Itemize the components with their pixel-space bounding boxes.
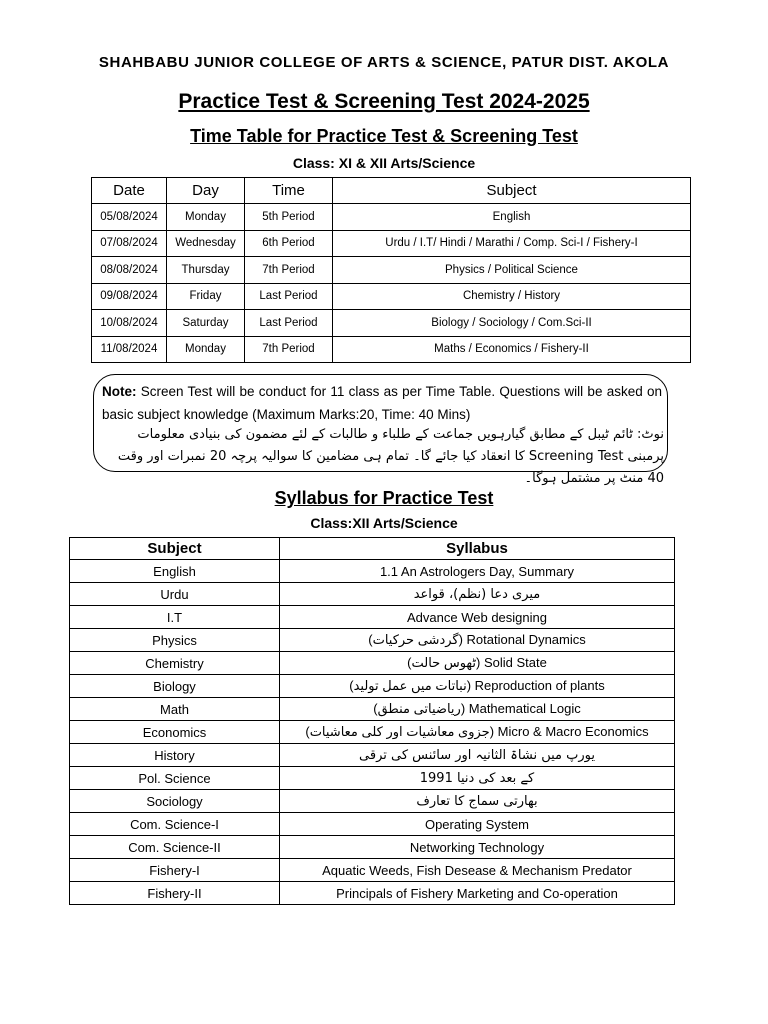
table-row bbox=[92, 336, 691, 363]
syllabus-title: Syllabus for Practice Test bbox=[274, 488, 494, 508]
syllabus-table bbox=[69, 537, 675, 905]
day-cell: Friday bbox=[167, 283, 245, 310]
day-cell: Wednesday bbox=[167, 230, 245, 257]
time-cell: 5th Period bbox=[245, 204, 333, 231]
time-cell: 7th Period bbox=[245, 257, 333, 284]
subject-cell: Fishery-II bbox=[70, 882, 280, 905]
table-row bbox=[70, 882, 675, 905]
header-subject: Subject bbox=[333, 178, 691, 204]
syllabus-cell: میری دعا (نظم)، قواعد bbox=[280, 583, 675, 606]
note-urdu: نوٹ: ٹائم ٹیبل کے مطابق گیارہویں جماعت کے طلباء و طالبات کے لئے مضمون کی بنیادی معلومات پرمبنی Screening Test کا انعقاد کیا جائے گا۔ تمام ہی مضامین کا سوالیہ پرچہ 20 نمبرات اور وقت 40 منٹ پر مشتمل ہوگا۔ bbox=[117, 427, 664, 486]
subject-cell: Economics bbox=[70, 721, 280, 744]
page-title: Practice Test & Screening Test 2024-2025 bbox=[178, 90, 590, 113]
table-row bbox=[70, 813, 675, 836]
subject-cell: Com. Science-II bbox=[70, 836, 280, 859]
day-cell: Saturday bbox=[167, 310, 245, 337]
subject-cell: Fishery-I bbox=[70, 859, 280, 882]
header-subject: Subject bbox=[70, 538, 280, 560]
table-row bbox=[70, 721, 675, 744]
header-day: Day bbox=[167, 178, 245, 204]
syllabus-cell: 1991 کے بعد کی دنیا bbox=[280, 767, 675, 790]
day-cell: Monday bbox=[167, 336, 245, 363]
time-cell: 7th Period bbox=[245, 336, 333, 363]
syllabus-cell: (نباتات میں عمل تولید) Reproduction of plants bbox=[280, 675, 675, 698]
table-row bbox=[70, 629, 675, 652]
note-label: Note: bbox=[102, 384, 137, 399]
table-row bbox=[70, 560, 675, 583]
table-row bbox=[70, 790, 675, 813]
syllabus-cell: (جزوی معاشیات اور کلی معاشیات) Micro & Macro Economics bbox=[280, 721, 675, 744]
college-name: SHAHBABU JUNIOR COLLEGE OF ARTS & SCIENCE, PATUR DIST. AKOLA bbox=[98, 54, 670, 71]
syllabus-cell: Principals of Fishery Marketing and Co-operation bbox=[280, 882, 675, 905]
date-cell: 05/08/2024 bbox=[92, 204, 167, 231]
date-cell: 09/08/2024 bbox=[92, 283, 167, 310]
subject-cell: Physics bbox=[70, 629, 280, 652]
table-row bbox=[70, 767, 675, 790]
syllabus-cell: یورپ میں نشاۃ الثانیہ اور سائنس کی ترقی bbox=[280, 744, 675, 767]
date-cell: 11/08/2024 bbox=[92, 336, 167, 363]
day-cell: Monday bbox=[167, 204, 245, 231]
syllabus-cell: (گردشی حرکیات) Rotational Dynamics bbox=[280, 629, 675, 652]
subject-cell: English bbox=[70, 560, 280, 583]
header-time: Time bbox=[245, 178, 333, 204]
subject-cell: Sociology bbox=[70, 790, 280, 813]
subject-cell: Pol. Science bbox=[70, 767, 280, 790]
time-cell: 6th Period bbox=[245, 230, 333, 257]
table-row bbox=[70, 698, 675, 721]
table-row bbox=[92, 230, 691, 257]
timetable-class: Class: XI & XII Arts/Science bbox=[292, 155, 476, 171]
table-row bbox=[70, 744, 675, 767]
syllabus-cell: (ٹھوس حالت) Solid State bbox=[280, 652, 675, 675]
header-date: Date bbox=[92, 178, 167, 204]
subject-cell: Urdu bbox=[70, 583, 280, 606]
table-row bbox=[92, 283, 691, 310]
time-cell: Last Period bbox=[245, 310, 333, 337]
note-english-text: Screen Test will be conduct for 11 class as per Time Table. Questions will be asked on basic subject knowledge (Maximum Marks:20, Time: 40 Mins) bbox=[102, 384, 662, 422]
subject-cell: Chemistry bbox=[70, 652, 280, 675]
table-row bbox=[70, 652, 675, 675]
syllabus-cell: (ریاضیاتی منطق) Mathematical Logic bbox=[280, 698, 675, 721]
syllabus-header-row bbox=[70, 538, 675, 560]
timetable-table bbox=[91, 177, 691, 363]
subject-cell: History bbox=[70, 744, 280, 767]
subject-cell: Physics / Political Science bbox=[333, 257, 691, 284]
subject-cell: Math bbox=[70, 698, 280, 721]
subject-cell: Biology / Sociology / Com.Sci-II bbox=[333, 310, 691, 337]
syllabus-cell: 1.1 An Astrologers Day, Summary bbox=[280, 560, 675, 583]
table-row bbox=[70, 583, 675, 606]
day-cell: Thursday bbox=[167, 257, 245, 284]
date-cell: 08/08/2024 bbox=[92, 257, 167, 284]
subject-cell: Com. Science-I bbox=[70, 813, 280, 836]
subject-cell: Biology bbox=[70, 675, 280, 698]
syllabus-cell: Aquatic Weeds, Fish Desease & Mechanism Predator bbox=[280, 859, 675, 882]
timetable-title: Time Table for Practice Test & Screening Test bbox=[190, 126, 578, 146]
note-english bbox=[102, 380, 662, 426]
table-row bbox=[92, 257, 691, 284]
syllabus-cell: Operating System bbox=[280, 813, 675, 836]
date-cell: 10/08/2024 bbox=[92, 310, 167, 337]
table-row bbox=[92, 310, 691, 337]
subject-cell: Chemistry / History bbox=[333, 283, 691, 310]
table-row bbox=[70, 836, 675, 859]
syllabus-class: Class:XII Arts/Science bbox=[310, 515, 458, 531]
table-row bbox=[70, 859, 675, 882]
timetable-header-row bbox=[92, 178, 691, 204]
subject-cell: Maths / Economics / Fishery-II bbox=[333, 336, 691, 363]
subject-cell: I.T bbox=[70, 606, 280, 629]
table-row bbox=[70, 675, 675, 698]
table-row bbox=[92, 204, 691, 231]
subject-cell: English bbox=[333, 204, 691, 231]
syllabus-cell: بھارتی سماج کا تعارف bbox=[280, 790, 675, 813]
syllabus-cell: Advance Web designing bbox=[280, 606, 675, 629]
header-syllabus: Syllabus bbox=[280, 538, 675, 560]
subject-cell: Urdu / I.T/ Hindi / Marathi / Comp. Sci-I / Fishery-I bbox=[333, 230, 691, 257]
date-cell: 07/08/2024 bbox=[92, 230, 167, 257]
time-cell: Last Period bbox=[245, 283, 333, 310]
table-row bbox=[70, 606, 675, 629]
syllabus-cell: Networking Technology bbox=[280, 836, 675, 859]
